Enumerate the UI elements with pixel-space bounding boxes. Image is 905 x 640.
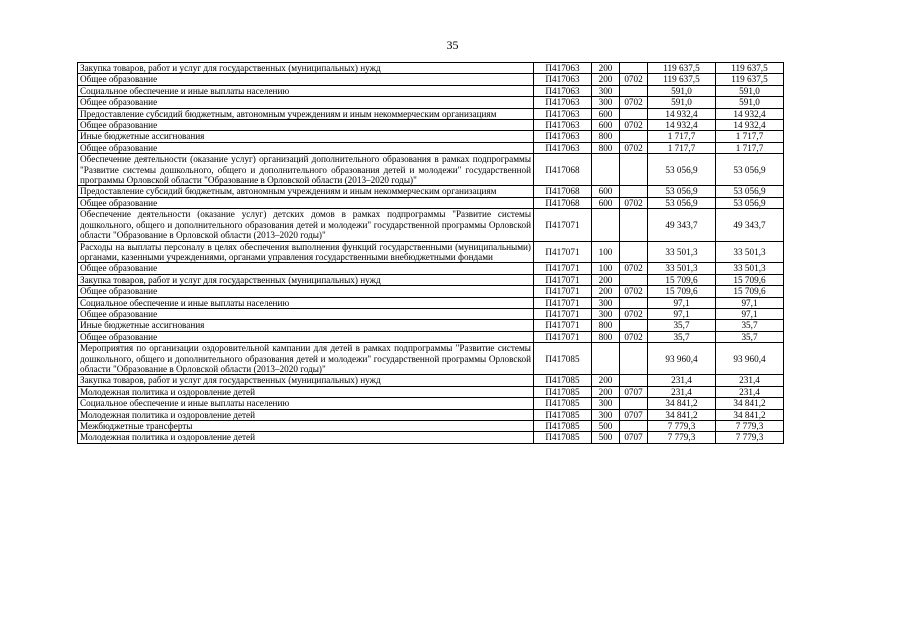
section-code-cell <box>620 186 648 197</box>
table-row <box>78 343 784 375</box>
target-article-code-cell: П417085 <box>534 386 592 397</box>
amount-2-cell: 53 056,9 <box>716 186 784 197</box>
amount-2-cell: 14 932,4 <box>716 108 784 119</box>
amount-2-cell: 34 841,2 <box>716 398 784 409</box>
amount-1-cell: 49 343,7 <box>648 209 716 241</box>
amount-2-cell: 97,1 <box>716 297 784 308</box>
amount-1-cell: 35,7 <box>648 331 716 342</box>
expense-type-code-cell: 600 <box>592 120 620 131</box>
amount-1-cell: 119 637,5 <box>648 63 716 74</box>
budget-table-body <box>78 63 784 444</box>
page-number: 35 <box>446 38 459 52</box>
section-code-cell <box>620 85 648 96</box>
amount-2-cell: 93 960,4 <box>716 343 784 375</box>
row-name-cell: Межбюджетные трансферты <box>78 421 534 432</box>
row-name-cell: Закупка товаров, работ и услуг для государственных (муниципальных) нужд <box>78 274 534 285</box>
target-article-code-cell: П417071 <box>534 241 592 263</box>
expense-type-code-cell: 600 <box>592 197 620 208</box>
row-name-cell: Общее образование <box>78 142 534 153</box>
target-article-code-cell: П417063 <box>534 131 592 142</box>
section-code-cell <box>620 209 648 241</box>
section-code-cell <box>620 108 648 119</box>
amount-2-cell: 15 709,6 <box>716 286 784 297</box>
amount-2-cell: 119 637,5 <box>716 63 784 74</box>
expense-type-code-cell: 300 <box>592 409 620 420</box>
amount-1-cell: 1 717,7 <box>648 142 716 153</box>
section-code-cell: 0702 <box>620 286 648 297</box>
target-article-code-cell: П417068 <box>534 154 592 186</box>
table-row <box>78 409 784 420</box>
table-row <box>78 297 784 308</box>
amount-1-cell: 591,0 <box>648 85 716 96</box>
expense-type-code-cell: 500 <box>592 432 620 443</box>
amount-1-cell: 34 841,2 <box>648 398 716 409</box>
amount-1-cell: 53 056,9 <box>648 186 716 197</box>
table-row <box>78 421 784 432</box>
amount-1-cell: 119 637,5 <box>648 74 716 85</box>
section-code-cell <box>620 131 648 142</box>
section-code-cell <box>620 297 648 308</box>
amount-1-cell: 15 709,6 <box>648 286 716 297</box>
row-name-cell: Закупка товаров, работ и услуг для государственных (муниципальных) нужд <box>78 63 534 74</box>
amount-1-cell: 35,7 <box>648 320 716 331</box>
expense-type-code-cell: 100 <box>592 241 620 263</box>
amount-2-cell: 14 932,4 <box>716 120 784 131</box>
section-code-cell: 0702 <box>620 120 648 131</box>
amount-2-cell: 97,1 <box>716 308 784 319</box>
target-article-code-cell: П417085 <box>534 409 592 420</box>
row-name-cell: Расходы на выплаты персоналу в целях обеспечения выполнения функций государственными (муниципальными) органами, казенными учреждениями, органами управления государственными внебюджетными фондами <box>78 241 534 263</box>
amount-2-cell: 33 501,3 <box>716 241 784 263</box>
table-row <box>78 154 784 186</box>
expense-type-code-cell: 800 <box>592 331 620 342</box>
table-row <box>78 63 784 74</box>
amount-1-cell: 14 932,4 <box>648 108 716 119</box>
target-article-code-cell: П417063 <box>534 85 592 96</box>
row-name-cell: Общее образование <box>78 120 534 131</box>
amount-2-cell: 119 637,5 <box>716 74 784 85</box>
target-article-code-cell: П417068 <box>534 186 592 197</box>
amount-2-cell: 35,7 <box>716 331 784 342</box>
row-name-cell: Обеспечение деятельности (оказание услуг) детских домов в рамках подпрограммы "Развитие системы дошкольного, общего и дополнительного образования детей и молодежи" государственной программы Орловской области "Образование в Орловской области (2013–2020 годы)" <box>78 209 534 241</box>
row-name-cell: Общее образование <box>78 197 534 208</box>
section-code-cell: 0702 <box>620 331 648 342</box>
amount-2-cell: 53 056,9 <box>716 197 784 208</box>
amount-2-cell: 591,0 <box>716 97 784 108</box>
section-code-cell <box>620 375 648 386</box>
row-name-cell: Молодежная политика и оздоровление детей <box>78 432 534 443</box>
row-name-cell: Мероприятия по организации оздоровительной кампании для детей в рамках подпрограммы "Развитие системы дошкольного, общего и дополнительного образования детей и молодежи" государственной программы Орловской области "Образование в Орловской области (2013–2020 годы)" <box>78 343 534 375</box>
amount-1-cell: 53 056,9 <box>648 197 716 208</box>
table-row <box>78 209 784 241</box>
target-article-code-cell: П417085 <box>534 421 592 432</box>
target-article-code-cell: П417063 <box>534 142 592 153</box>
table-row <box>78 186 784 197</box>
expense-type-code-cell: 200 <box>592 386 620 397</box>
row-name-cell: Обеспечение деятельности (оказание услуг) организаций дополнительного образования в рамках подпрограммы "Развитие системы дошкольного, общего и дополнительного образования детей и молодежи" государственной программы Орловской области "Образование в Орловской области (2013–2020 годы)" <box>78 154 534 186</box>
amount-2-cell: 49 343,7 <box>716 209 784 241</box>
expense-type-code-cell: 300 <box>592 97 620 108</box>
table-row <box>78 85 784 96</box>
target-article-code-cell: П417071 <box>534 308 592 319</box>
row-name-cell: Иные бюджетные ассигнования <box>78 131 534 142</box>
table-row <box>78 331 784 342</box>
row-name-cell: Молодежная политика и оздоровление детей <box>78 409 534 420</box>
row-name-cell: Предоставление субсидий бюджетным, автономным учреждениям и иным некоммерческим организациям <box>78 108 534 119</box>
expense-type-code-cell: 300 <box>592 85 620 96</box>
target-article-code-cell: П417063 <box>534 74 592 85</box>
section-code-cell: 0707 <box>620 409 648 420</box>
amount-2-cell: 231,4 <box>716 375 784 386</box>
table-row <box>78 274 784 285</box>
target-article-code-cell: П417085 <box>534 343 592 375</box>
expense-type-code-cell: 800 <box>592 142 620 153</box>
amount-1-cell: 93 960,4 <box>648 343 716 375</box>
section-code-cell <box>620 343 648 375</box>
expense-type-code-cell: 200 <box>592 274 620 285</box>
amount-2-cell: 1 717,7 <box>716 131 784 142</box>
target-article-code-cell: П417071 <box>534 209 592 241</box>
row-name-cell: Социальное обеспечение и иные выплаты населению <box>78 85 534 96</box>
amount-2-cell: 34 841,2 <box>716 409 784 420</box>
expense-type-code-cell <box>592 154 620 186</box>
amount-2-cell: 7 779,3 <box>716 421 784 432</box>
section-code-cell <box>620 274 648 285</box>
row-name-cell: Иные бюджетные ассигнования <box>78 320 534 331</box>
target-article-code-cell: П417085 <box>534 398 592 409</box>
expense-type-code-cell: 500 <box>592 421 620 432</box>
target-article-code-cell: П417071 <box>534 286 592 297</box>
expense-type-code-cell: 800 <box>592 131 620 142</box>
table-row <box>78 432 784 443</box>
section-code-cell: 0702 <box>620 142 648 153</box>
row-name-cell: Социальное обеспечение и иные выплаты населению <box>78 297 534 308</box>
row-name-cell: Предоставление субсидий бюджетным, автономным учреждениям и иным некоммерческим организациям <box>78 186 534 197</box>
table-row <box>78 97 784 108</box>
amount-2-cell: 1 717,7 <box>716 142 784 153</box>
row-name-cell: Молодежная политика и оздоровление детей <box>78 386 534 397</box>
amount-1-cell: 591,0 <box>648 97 716 108</box>
expense-type-code-cell <box>592 209 620 241</box>
table-row <box>78 131 784 142</box>
amount-1-cell: 33 501,3 <box>648 263 716 274</box>
amount-2-cell: 7 779,3 <box>716 432 784 443</box>
row-name-cell: Общее образование <box>78 331 534 342</box>
section-code-cell: 0702 <box>620 263 648 274</box>
target-article-code-cell: П417071 <box>534 274 592 285</box>
row-name-cell: Общее образование <box>78 263 534 274</box>
amount-1-cell: 231,4 <box>648 386 716 397</box>
amount-1-cell: 14 932,4 <box>648 120 716 131</box>
expense-type-code-cell: 300 <box>592 297 620 308</box>
target-article-code-cell: П417063 <box>534 97 592 108</box>
budget-table <box>77 62 784 444</box>
target-article-code-cell: П417071 <box>534 263 592 274</box>
amount-1-cell: 1 717,7 <box>648 131 716 142</box>
amount-2-cell: 53 056,9 <box>716 154 784 186</box>
expense-type-code-cell: 600 <box>592 186 620 197</box>
amount-1-cell: 97,1 <box>648 308 716 319</box>
amount-1-cell: 97,1 <box>648 297 716 308</box>
amount-1-cell: 34 841,2 <box>648 409 716 420</box>
amount-2-cell: 35,7 <box>716 320 784 331</box>
table-row <box>78 320 784 331</box>
target-article-code-cell: П417063 <box>534 120 592 131</box>
table-row <box>78 120 784 131</box>
amount-2-cell: 591,0 <box>716 85 784 96</box>
section-code-cell <box>620 63 648 74</box>
amount-1-cell: 231,4 <box>648 375 716 386</box>
amount-1-cell: 53 056,9 <box>648 154 716 186</box>
table-row <box>78 263 784 274</box>
section-code-cell: 0702 <box>620 308 648 319</box>
row-name-cell: Общее образование <box>78 286 534 297</box>
expense-type-code-cell: 200 <box>592 74 620 85</box>
expense-type-code-cell: 300 <box>592 308 620 319</box>
target-article-code-cell: П417071 <box>534 297 592 308</box>
section-code-cell: 0707 <box>620 432 648 443</box>
amount-1-cell: 7 779,3 <box>648 432 716 443</box>
section-code-cell <box>620 241 648 263</box>
table-row <box>78 241 784 263</box>
section-code-cell <box>620 154 648 186</box>
row-name-cell: Общее образование <box>78 308 534 319</box>
amount-2-cell: 15 709,6 <box>716 274 784 285</box>
amount-1-cell: 7 779,3 <box>648 421 716 432</box>
table-row <box>78 197 784 208</box>
target-article-code-cell: П417071 <box>534 320 592 331</box>
section-code-cell: 0702 <box>620 197 648 208</box>
target-article-code-cell: П417071 <box>534 331 592 342</box>
target-article-code-cell: П417085 <box>534 432 592 443</box>
table-row <box>78 142 784 153</box>
table-row <box>78 286 784 297</box>
expense-type-code-cell: 600 <box>592 108 620 119</box>
table-row <box>78 308 784 319</box>
table-row <box>78 375 784 386</box>
amount-1-cell: 33 501,3 <box>648 241 716 263</box>
row-name-cell: Общее образование <box>78 97 534 108</box>
target-article-code-cell: П417063 <box>534 108 592 119</box>
target-article-code-cell: П417085 <box>534 375 592 386</box>
row-name-cell: Социальное обеспечение и иные выплаты населению <box>78 398 534 409</box>
section-code-cell <box>620 320 648 331</box>
row-name-cell: Общее образование <box>78 74 534 85</box>
expense-type-code-cell: 200 <box>592 286 620 297</box>
section-code-cell: 0702 <box>620 97 648 108</box>
row-name-cell: Закупка товаров, работ и услуг для государственных (муниципальных) нужд <box>78 375 534 386</box>
section-code-cell: 0707 <box>620 386 648 397</box>
expense-type-code-cell: 800 <box>592 320 620 331</box>
table-row <box>78 398 784 409</box>
expense-type-code-cell: 100 <box>592 263 620 274</box>
section-code-cell: 0702 <box>620 74 648 85</box>
section-code-cell <box>620 398 648 409</box>
table-row <box>78 74 784 85</box>
section-code-cell <box>620 421 648 432</box>
table-row <box>78 108 784 119</box>
table-row <box>78 386 784 397</box>
expense-type-code-cell: 300 <box>592 398 620 409</box>
expense-type-code-cell: 200 <box>592 375 620 386</box>
amount-2-cell: 231,4 <box>716 386 784 397</box>
amount-1-cell: 15 709,6 <box>648 274 716 285</box>
amount-2-cell: 33 501,3 <box>716 263 784 274</box>
target-article-code-cell: П417068 <box>534 197 592 208</box>
target-article-code-cell: П417063 <box>534 63 592 74</box>
expense-type-code-cell: 200 <box>592 63 620 74</box>
expense-type-code-cell <box>592 343 620 375</box>
